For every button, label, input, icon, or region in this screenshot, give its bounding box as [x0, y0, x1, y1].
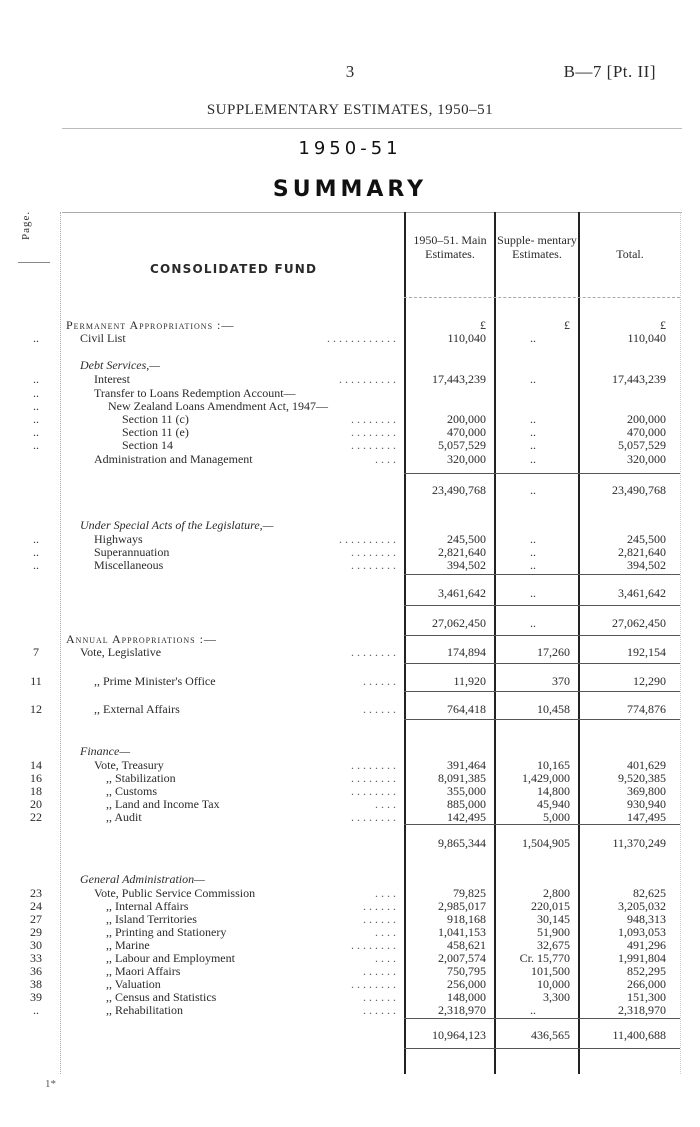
- main-estimate-value: 11,920: [453, 674, 486, 688]
- row-label: Civil List: [80, 331, 126, 345]
- main-estimate-value: 918,168: [447, 912, 486, 926]
- leader-dots: . . . .: [375, 452, 396, 466]
- main-estimate-value: 9,865,344: [438, 836, 486, 850]
- row-page-ref: 7: [33, 645, 39, 659]
- main-estimate-value: 3,461,642: [438, 586, 486, 600]
- supplementary-value: 2,800: [543, 886, 570, 900]
- leader-dots: . . . . . .: [363, 899, 396, 913]
- row-page-ref: ..: [33, 386, 39, 400]
- row-page-ref: 22: [30, 810, 42, 824]
- row-page-ref: ..: [33, 372, 39, 386]
- table-row: [0, 951, 700, 965]
- row-label: Section 11 (c): [122, 412, 189, 426]
- subtotal-rule: [404, 1048, 680, 1049]
- supplementary-title: SUPPLEMENTARY ESTIMATES, 1950–51: [206, 102, 494, 118]
- total-value: 2,821,640: [618, 545, 666, 559]
- table-row: [0, 558, 700, 572]
- table-row: [0, 702, 700, 716]
- total-value: 1,991,804: [618, 951, 666, 965]
- table-row: [0, 925, 700, 939]
- leader-dots: . . . .: [375, 925, 396, 939]
- supplementary-value: 32,675: [537, 938, 570, 952]
- main-estimate-value: 394,502: [447, 558, 486, 572]
- total-value: 245,500: [627, 532, 666, 546]
- table-row: [0, 358, 700, 372]
- row-page-ref: 33: [30, 951, 42, 965]
- total-value: 2,318,970: [618, 1003, 666, 1017]
- main-estimate-value: 885,000: [447, 797, 486, 811]
- supplementary-value: 10,458: [537, 702, 570, 716]
- main-estimate-value: 470,000: [447, 425, 486, 439]
- table-row: [0, 425, 700, 439]
- total-value: 5,057,529: [618, 438, 666, 452]
- leader-dots: . . . . . .: [363, 702, 396, 716]
- row-label: Section 11 (e): [122, 425, 189, 439]
- main-estimate-value: 148,000: [447, 990, 486, 1004]
- main-estimates-header: 1950–51. Main Estimates.: [413, 233, 487, 261]
- supplementary-value: 10,000: [537, 977, 570, 991]
- main-estimate-value: 5,057,529: [438, 438, 486, 452]
- table-row: [0, 886, 700, 900]
- table-row: [0, 797, 700, 811]
- leader-dots: . . . . . . . .: [351, 558, 396, 572]
- table-row: [0, 616, 700, 630]
- row-page-ref: ..: [33, 545, 39, 559]
- total-value: 11,400,688: [612, 1028, 666, 1042]
- subtotal-rule: [404, 574, 680, 575]
- leader-dots: . . . . . . . . . .: [339, 372, 396, 386]
- subtotal-rule: [404, 473, 680, 474]
- year-title: 1950-51: [298, 138, 402, 159]
- table-row: [0, 1028, 700, 1042]
- row-label: ,, Customs: [106, 784, 158, 798]
- row-page-ref: ..: [33, 1003, 39, 1017]
- table-row: [0, 452, 700, 466]
- total-value: 192,154: [627, 645, 666, 659]
- table-row: [0, 318, 700, 332]
- total-value: 200,000: [627, 412, 666, 426]
- subtotal-rule: [404, 663, 680, 664]
- supplementary-value: ..: [530, 586, 536, 600]
- main-estimate-value: 391,464: [447, 758, 486, 772]
- leader-dots: . . . . . . . .: [351, 938, 396, 952]
- table-row: [0, 545, 700, 559]
- total-value: 394,502: [627, 558, 666, 572]
- main-estimate-value: 256,000: [447, 977, 486, 991]
- row-label: General Administration—: [80, 872, 205, 886]
- row-label: Transfer to Loans Redemption Account—: [94, 386, 296, 400]
- table-row: [0, 532, 700, 546]
- main-estimate-value: 2,007,574: [438, 951, 486, 965]
- row-label: Vote, Public Service Commission: [94, 886, 256, 900]
- table-row: [0, 784, 700, 798]
- row-page-ref: 14: [30, 758, 42, 772]
- row-label: ,, Marine: [106, 938, 150, 952]
- main-estimate-value: 27,062,450: [432, 616, 486, 630]
- total-value: 82,625: [633, 886, 666, 900]
- supplementary-value: 436,565: [531, 1028, 570, 1042]
- total-value: 17,443,239: [612, 372, 666, 386]
- table-row: [0, 990, 700, 1004]
- table-row: [0, 386, 700, 400]
- row-label: Superannuation: [94, 545, 170, 559]
- total-value: 470,000: [627, 425, 666, 439]
- table-row: [0, 438, 700, 452]
- row-label: ,, Printing and Stationery: [106, 925, 227, 939]
- row-label: ,, Valuation: [106, 977, 161, 991]
- main-estimate-value: £: [480, 318, 486, 332]
- supplementary-value: ..: [530, 425, 536, 439]
- supplementary-value: ..: [530, 438, 536, 452]
- main-estimate-value: 174,894: [447, 645, 486, 659]
- row-label: Administration and Management: [94, 452, 253, 466]
- main-estimate-value: 458,621: [447, 938, 486, 952]
- supplementary-estimates-header: Supple- mentary Estimates.: [497, 233, 577, 261]
- leader-dots: . . . . . .: [363, 990, 396, 1004]
- row-page-ref: ..: [33, 438, 39, 452]
- table-row: [0, 412, 700, 426]
- row-label: ,, Labour and Employment: [106, 951, 235, 965]
- supplementary-value: Cr. 15,770: [519, 951, 570, 965]
- main-estimate-value: 110,040: [447, 331, 486, 345]
- leader-dots: . . . . . . . .: [351, 645, 396, 659]
- row-page-ref: ..: [33, 425, 39, 439]
- footer-mark: 1*: [45, 1078, 56, 1090]
- supplementary-value: ..: [530, 532, 536, 546]
- total-value: 9,520,385: [618, 771, 666, 785]
- total-value: 852,295: [627, 964, 666, 978]
- summary-title: SUMMARY: [272, 177, 428, 202]
- row-label: New Zealand Loans Amendment Act, 1947—: [108, 399, 328, 413]
- row-page-ref: ..: [33, 412, 39, 426]
- supplementary-value: ..: [530, 545, 536, 559]
- supplementary-value: 17,260: [537, 645, 570, 659]
- page-number: 3: [345, 62, 355, 81]
- total-value: 320,000: [627, 452, 666, 466]
- table-row: [0, 977, 700, 991]
- subtotal-rule: [404, 635, 680, 636]
- total-value: 110,040: [627, 331, 666, 345]
- supplementary-value: 14,800: [537, 784, 570, 798]
- supplementary-value: ..: [530, 483, 536, 497]
- row-page-ref: 23: [30, 886, 42, 900]
- row-page-ref: 12: [30, 702, 42, 716]
- table-row: [0, 872, 700, 886]
- total-value: £: [660, 318, 666, 332]
- page-column-header: Page.: [20, 210, 32, 240]
- supplementary-value: ..: [530, 616, 536, 630]
- total-value: 12,290: [633, 674, 666, 688]
- row-label: Finance—: [80, 744, 130, 758]
- table-row: [0, 938, 700, 952]
- supplementary-value: 45,940: [537, 797, 570, 811]
- supplementary-value: 51,900: [537, 925, 570, 939]
- subtotal-rule: [404, 605, 680, 606]
- leader-dots: . . . . . . . .: [351, 545, 396, 559]
- table-row: [0, 810, 700, 824]
- table-row: [0, 586, 700, 600]
- row-label: Annual Appropriations :—: [66, 632, 217, 646]
- row-label: ,, Census and Statistics: [106, 990, 217, 1004]
- row-label: ,, Island Territories: [106, 912, 197, 926]
- total-value: 491,296: [627, 938, 666, 952]
- main-estimate-value: 23,490,768: [432, 483, 486, 497]
- row-page-ref: 16: [30, 771, 42, 785]
- row-page-ref: 38: [30, 977, 42, 991]
- row-label: ,, Land and Income Tax: [106, 797, 220, 811]
- total-value: 1,093,053: [618, 925, 666, 939]
- supplementary-value: ..: [530, 1003, 536, 1017]
- main-estimate-value: 10,964,123: [432, 1028, 486, 1042]
- total-value: 930,940: [627, 797, 666, 811]
- main-estimate-value: 355,000: [447, 784, 486, 798]
- main-estimate-value: 200,000: [447, 412, 486, 426]
- table-row: [0, 744, 700, 758]
- total-value: 27,062,450: [612, 616, 666, 630]
- leader-dots: . . . . . . . .: [351, 771, 396, 785]
- leader-dots: . . . . . . . .: [351, 758, 396, 772]
- document-reference: B—7 [Pt. II]: [563, 62, 656, 81]
- supplementary-value: 101,500: [531, 964, 570, 978]
- total-value: 3,461,642: [618, 586, 666, 600]
- supplementary-value: 370: [552, 674, 570, 688]
- leader-dots: . . . . . . . .: [351, 438, 396, 452]
- leader-dots: . . . . . . . .: [351, 784, 396, 798]
- subtotal-rule: [404, 1018, 680, 1019]
- row-label: Miscellaneous: [94, 558, 164, 572]
- table-row: [0, 899, 700, 913]
- main-estimate-value: 8,091,385: [438, 771, 486, 785]
- table-row: [0, 331, 700, 345]
- row-page-ref: 30: [30, 938, 42, 952]
- title-rule: [62, 128, 682, 129]
- table-row: [0, 964, 700, 978]
- row-label: Under Special Acts of the Legislature,—: [80, 518, 274, 532]
- leader-dots: . . . .: [375, 951, 396, 965]
- supplementary-value: ..: [530, 452, 536, 466]
- leader-dots: . . . . . . . .: [351, 412, 396, 426]
- subtotal-rule: [404, 719, 680, 720]
- total-value: 147,495: [627, 810, 666, 824]
- row-label: Vote, Treasury: [94, 758, 164, 772]
- row-page-ref: ..: [33, 558, 39, 572]
- row-page-ref: ..: [33, 532, 39, 546]
- total-value: 3,205,032: [618, 899, 666, 913]
- table-row: [0, 1003, 700, 1017]
- page-header-rule: [18, 262, 50, 263]
- row-page-ref: 39: [30, 990, 42, 1004]
- leader-dots: . . . . . .: [363, 964, 396, 978]
- main-estimate-value: 17,443,239: [432, 372, 486, 386]
- leader-dots: . . . . . . . . . .: [339, 532, 396, 546]
- main-estimate-value: 142,495: [447, 810, 486, 824]
- subtotal-rule: [404, 691, 680, 692]
- row-page-ref: 27: [30, 912, 42, 926]
- row-label: Permanent Appropriations :—: [66, 318, 235, 332]
- leader-dots: . . . .: [375, 886, 396, 900]
- table-row: [0, 836, 700, 850]
- table-row: [0, 518, 700, 532]
- leader-dots: . . . .: [375, 797, 396, 811]
- row-page-ref: 29: [30, 925, 42, 939]
- supplementary-value: 1,504,905: [522, 836, 570, 850]
- leader-dots: . . . . . .: [363, 912, 396, 926]
- main-estimate-value: 2,821,640: [438, 545, 486, 559]
- leader-dots: . . . . . .: [363, 1003, 396, 1017]
- row-page-ref: 36: [30, 964, 42, 978]
- main-estimate-value: 320,000: [447, 452, 486, 466]
- total-value: 774,876: [627, 702, 666, 716]
- table-row: [0, 483, 700, 497]
- table-row: [0, 912, 700, 926]
- main-estimate-value: 750,795: [447, 964, 486, 978]
- total-value: 401,629: [627, 758, 666, 772]
- header-bottom-rule: [404, 297, 680, 298]
- row-page-ref: 11: [30, 674, 42, 688]
- total-value: 948,313: [627, 912, 666, 926]
- row-label: ,, Maori Affairs: [106, 964, 181, 978]
- total-value: 369,800: [627, 784, 666, 798]
- table-row: [0, 399, 700, 413]
- row-label: Section 14: [122, 438, 173, 452]
- row-label: Vote, Legislative: [80, 645, 162, 659]
- row-label: ,, Stabilization: [106, 771, 176, 785]
- supplementary-value: 3,300: [543, 990, 570, 1004]
- row-label: ,, Internal Affairs: [106, 899, 189, 913]
- table-top-rule: [62, 212, 682, 213]
- total-value: 23,490,768: [612, 483, 666, 497]
- leader-dots: . . . . . . . .: [351, 425, 396, 439]
- supplementary-value: 5,000: [543, 810, 570, 824]
- table-row: [0, 674, 700, 688]
- supplementary-value: 220,015: [531, 899, 570, 913]
- supplementary-value: ..: [530, 412, 536, 426]
- supplementary-value: ..: [530, 331, 536, 345]
- total-value: 151,300: [627, 990, 666, 1004]
- consolidated-fund-heading: CONSOLIDATED FUND: [150, 262, 318, 276]
- table-row: [0, 372, 700, 386]
- total-value: 266,000: [627, 977, 666, 991]
- table-row: [0, 771, 700, 785]
- supplementary-value: 30,145: [537, 912, 570, 926]
- row-page-ref: ..: [33, 399, 39, 413]
- row-page-ref: 20: [30, 797, 42, 811]
- row-page-ref: ..: [33, 331, 39, 345]
- supplementary-value: 1,429,000: [522, 771, 570, 785]
- row-page-ref: 24: [30, 899, 42, 913]
- row-label: ,, External Affairs: [94, 702, 180, 716]
- main-estimate-value: 79,825: [453, 886, 486, 900]
- supplementary-value: ..: [530, 558, 536, 572]
- supplementary-value: ..: [530, 372, 536, 386]
- main-estimate-value: 2,985,017: [438, 899, 486, 913]
- subtotal-rule: [404, 824, 680, 825]
- total-value: 11,370,249: [612, 836, 666, 850]
- main-estimate-value: 2,318,970: [438, 1003, 486, 1017]
- main-estimate-value: 1,041,153: [438, 925, 486, 939]
- main-estimate-value: 764,418: [447, 702, 486, 716]
- row-page-ref: 18: [30, 784, 42, 798]
- leader-dots: . . . . . . . .: [351, 810, 396, 824]
- table-row: [0, 758, 700, 772]
- leader-dots: . . . . . . . . . . . .: [327, 331, 396, 345]
- leader-dots: . . . . . . . .: [351, 977, 396, 991]
- supplementary-value: £: [564, 318, 570, 332]
- row-label: ,, Prime Minister's Office: [94, 674, 216, 688]
- row-label: ,, Rehabilitation: [106, 1003, 183, 1017]
- leader-dots: . . . . . .: [363, 674, 396, 688]
- total-header: Total.: [616, 247, 644, 261]
- supplementary-value: 10,165: [537, 758, 570, 772]
- row-label: Debt Services,—: [80, 358, 160, 372]
- row-label: Highways: [94, 532, 143, 546]
- table-row: [0, 645, 700, 659]
- row-label: ,, Audit: [106, 810, 142, 824]
- row-label: Interest: [94, 372, 130, 386]
- main-estimate-value: 245,500: [447, 532, 486, 546]
